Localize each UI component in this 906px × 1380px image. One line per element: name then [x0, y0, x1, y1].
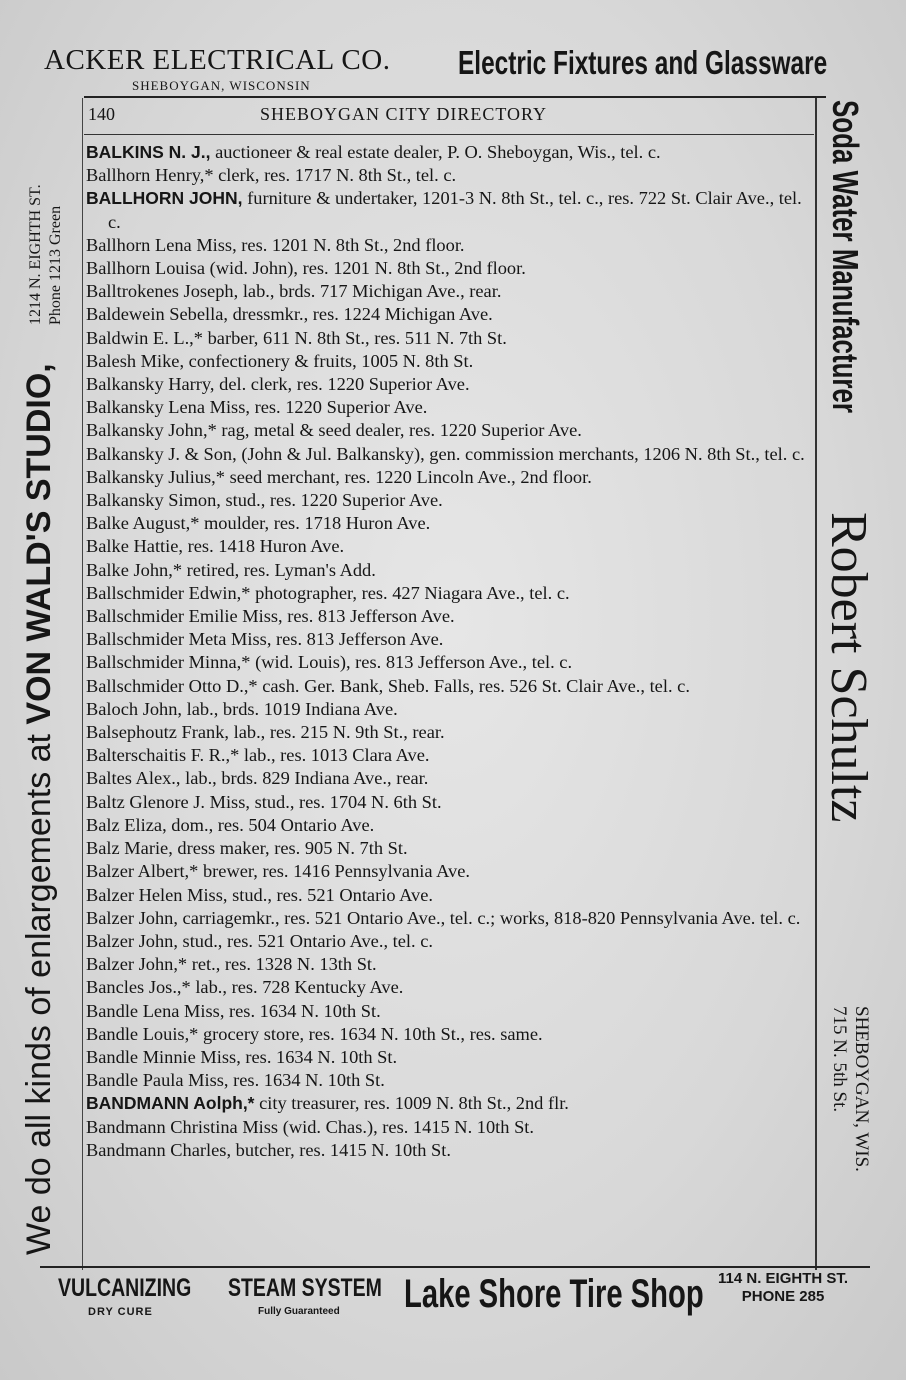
entry-details: seed merchant, res. 1220 Lincoln Ave., 2nd floor.	[224, 466, 592, 487]
entry-name: Baloch John,	[86, 698, 183, 719]
directory-entry	[86, 373, 814, 396]
entry-name: Balke Hattie,	[86, 536, 184, 557]
entry-details: furniture & undertaker, 1201-3 N. 8th St., tel. c., res. 722 St. Clair Ave., tel. c.	[108, 188, 802, 232]
entry-details: retired, res. Lyman's Add.	[182, 559, 376, 580]
studio-advert-prefix: We do all kinds of enlargements at	[20, 724, 58, 1255]
tire-shop-phone: PHONE 285	[741, 1288, 825, 1305]
entry-name: BALKINS N. J.,	[86, 142, 211, 162]
entry-name: Balkansky Harry,	[86, 374, 215, 395]
entry-details: moulder, res. 1718 Huron Ave.	[199, 513, 431, 534]
advertiser-name: ACKER ELECTRICAL CO.	[44, 44, 391, 76]
entry-name: Balzer John,*	[86, 954, 188, 975]
dry-cure-text: DRY CURE	[88, 1306, 153, 1318]
entry-details: lab., res. 1013 Clara Ave.	[239, 745, 430, 766]
studio-name: VON WALD'S STUDIO,	[20, 363, 58, 725]
entry-name: BANDMANN Aolph,*	[86, 1093, 255, 1114]
entry-name: Baldewein Sebella,	[86, 304, 228, 325]
entry-name: Balke August,*	[86, 513, 200, 534]
directory-entry	[86, 930, 814, 953]
entry-name: Balltrokenes Joseph,	[86, 281, 239, 302]
schultz-address: 715 N. 5th St.	[829, 1006, 850, 1113]
entry-details: lab., brds. 829 Indiana Ave., rear.	[180, 768, 429, 789]
entry-details: lab., res. 728 Kentucky Ave.	[190, 977, 404, 998]
directory-entry	[86, 860, 814, 883]
entry-details: grocery store, res. 1634 N. 10th St., res. same.	[198, 1023, 543, 1044]
directory-entry	[86, 814, 814, 837]
studio-phone: Phone 1213 Green	[47, 205, 64, 325]
entry-details: photographer, res. 427 Niagara Ave., tel. c.	[250, 582, 570, 603]
entry-name: Bancles Jos.,*	[86, 977, 191, 998]
entry-name: Ballschmider Emilie	[86, 606, 238, 627]
directory-entry	[86, 744, 814, 767]
entry-name: Balsephoutz Frank,	[86, 722, 230, 743]
entry-name: Bandmann Charles,	[86, 1139, 232, 1160]
entry-name: Baltes Alex.,	[86, 768, 181, 789]
top-rule	[84, 96, 826, 98]
directory-entry	[86, 1000, 814, 1023]
entry-details: Miss, res. 1220 Superior Ave.	[205, 397, 428, 418]
entry-details: clerk, res. 1717 N. 8th St., tel. c.	[213, 165, 457, 186]
soda-water-line	[824, 100, 866, 535]
entry-name: Balesh Mike,	[86, 350, 185, 371]
directory-entry	[86, 721, 814, 744]
directory-entry	[86, 164, 814, 187]
entry-details: barber, 611 N. 8th St., res. 511 N. 7th St.	[202, 327, 507, 348]
entry-name: Balkansky Lena	[86, 397, 205, 418]
directory-entry	[86, 489, 814, 512]
entry-name: Ballhorn Lena	[86, 234, 192, 255]
running-head	[84, 104, 814, 132]
directory-entry	[86, 327, 814, 350]
entry-details: dress maker, res. 905 N. 7th St.	[172, 838, 408, 859]
entry-name: Ballschmider Meta	[86, 629, 227, 650]
directory-entry	[86, 767, 814, 790]
bottom-advertisement	[40, 1272, 870, 1362]
directory-entry	[86, 884, 814, 907]
directory-entry	[86, 605, 814, 628]
tire-shop-name: Lake Shore Tire Shop	[404, 1272, 704, 1316]
entry-details: city treasurer, res. 1009 N. 8th St., 2nd flr.	[254, 1093, 569, 1114]
schultz-name: Robert Schultz	[820, 512, 877, 823]
soda-water-text: Soda Water Manufacturer	[825, 100, 866, 414]
bottom-rule	[40, 1266, 870, 1268]
directory-entry	[86, 234, 814, 257]
entry-details: Miss, stud., res. 1704 N. 6th St.	[205, 791, 442, 812]
entry-name: Bandle Paula	[86, 1070, 184, 1091]
entry-name: Balzer John,	[86, 930, 178, 951]
entry-details: stud., res. 1220 Superior Ave.	[220, 490, 443, 511]
entry-name: Balkansky J. & Son,	[86, 443, 237, 464]
directory-entry	[86, 953, 814, 976]
entry-name: Balzer John,	[86, 907, 178, 928]
directory-entry	[86, 396, 814, 419]
entry-details: (John & Jul. Balkansky), gen. commission merchants, 1206 N. 8th St., tel. c.	[236, 443, 805, 464]
directory-entry	[86, 1046, 814, 1069]
studio-address: 1214 N. EIGHTH ST.	[27, 184, 44, 325]
directory-entries	[86, 141, 814, 1162]
entry-details: lab., res. 215 N. 9th St., rear.	[229, 722, 445, 743]
running-title: SHEBOYGAN CITY DIRECTORY	[260, 104, 548, 124]
fully-guaranteed-text: Fully Guaranteed	[258, 1306, 340, 1317]
directory-entry	[86, 559, 814, 582]
directory-entry	[86, 350, 814, 373]
directory-entry	[86, 1023, 814, 1046]
head-rule	[84, 134, 814, 135]
entry-name: Bandmann Christina	[86, 1116, 238, 1137]
directory-entry	[86, 837, 814, 860]
schultz-city: SHEBOYGAN, WIS.	[851, 1006, 872, 1172]
advertiser-city: SHEBOYGAN, WISCONSIN	[132, 78, 311, 93]
entry-details: dom., res. 504 Ontario Ave.	[166, 814, 375, 835]
entry-details: Miss, res. 1634 N. 10th St.	[183, 1070, 385, 1091]
directory-entry	[86, 466, 814, 489]
directory-entry	[86, 1092, 814, 1115]
entry-details: stud., res. 521 Ontario Ave., tel. c.	[177, 930, 433, 951]
entry-name: Bandle Louis,*	[86, 1023, 199, 1044]
entry-name: Baltz Glenore J.	[86, 791, 205, 812]
entry-name: Ballschmider Minna,*	[86, 652, 251, 673]
entry-name: Balz Eliza,	[86, 814, 167, 835]
directory-entry	[86, 187, 814, 233]
entry-details: carriagemkr., res. 521 Ontario Ave., tel. c.; works, 818-820 Pennsylvania Ave. tel. c.	[177, 907, 801, 928]
entry-details: Miss (wid. Chas.), res. 1415 N. 10th St.	[237, 1116, 535, 1137]
entry-name: Bandle Minnie	[86, 1046, 196, 1067]
entry-details: lab., brds. 1019 Indiana Ave.	[182, 698, 398, 719]
directory-entry	[86, 651, 814, 674]
entry-details: Miss, res. 1634 N. 10th St.	[179, 1000, 381, 1021]
frame-right-rule	[815, 98, 817, 1270]
entry-details: res. 1418 Huron Ave.	[183, 536, 345, 557]
entry-name: Ballhorn Louisa	[86, 258, 206, 279]
vulcanizing-text: VULCANIZING	[58, 1274, 192, 1302]
directory-entry	[86, 303, 814, 326]
directory-entry	[86, 1116, 814, 1139]
entry-name: Balkansky Simon,	[86, 490, 221, 511]
advertiser-slogan: Electric Fixtures and Glassware	[458, 44, 828, 81]
entry-details: (wid. Louis), res. 813 Jefferson Ave., tel. c.	[250, 652, 573, 673]
frame-left-rule	[82, 98, 83, 1270]
entry-name: Balzer Helen	[86, 884, 183, 905]
entry-name: Ballhorn Henry,*	[86, 165, 214, 186]
directory-entry	[86, 280, 814, 303]
top-advertisement	[44, 40, 844, 100]
directory-entry	[86, 628, 814, 651]
entry-details: cash. Ger. Bank, Sheb. Falls, res. 526 St. Clair Ave., tel. c.	[257, 675, 690, 696]
directory-entry	[86, 698, 814, 721]
entry-details: auctioneer & real estate dealer, P. O. Sheboygan, Wis., tel. c.	[210, 142, 661, 162]
entry-name: Balke John,*	[86, 559, 183, 580]
directory-entry	[86, 582, 814, 605]
entry-details: Miss, res. 1634 N. 10th St.	[195, 1046, 398, 1067]
entry-details: Miss, res. 1201 N. 8th St., 2nd floor.	[191, 234, 465, 255]
directory-entry	[86, 1069, 814, 1092]
entry-name: BALLHORN JOHN,	[86, 188, 243, 209]
studio-contact	[26, 184, 66, 325]
directory-entry	[86, 141, 814, 164]
directory-entry	[86, 791, 814, 814]
entry-details: rag, metal & seed dealer, res. 1220 Superior Ave.	[216, 420, 582, 441]
entry-name: Baldwin E. L.,*	[86, 327, 203, 348]
entry-details: Miss, stud., res. 521 Ontario Ave.	[182, 884, 433, 905]
entry-details: (wid. John), res. 1201 N. 8th St., 2nd floor.	[205, 258, 526, 279]
entry-name: Balz Marie,	[86, 838, 173, 859]
directory-entry	[86, 1139, 814, 1162]
entry-details: del. clerk, res. 1220 Superior Ave.	[214, 374, 470, 395]
entry-name: Balterschaitis F. R.,*	[86, 745, 240, 766]
entry-details: Miss, res. 813 Jefferson Ave.	[226, 629, 444, 650]
directory-entry	[86, 419, 814, 442]
directory-entry	[86, 257, 814, 280]
page-number: 140	[88, 104, 115, 124]
entry-details: lab., brds. 717 Michigan Ave., rear.	[238, 281, 502, 302]
entry-name: Bandle Lena	[86, 1000, 180, 1021]
directory-entry	[86, 976, 814, 999]
directory-entry	[86, 535, 814, 558]
schultz-contact	[828, 1006, 872, 1172]
directory-entry	[86, 443, 814, 466]
entry-name: Balkansky John,*	[86, 420, 217, 441]
steam-system-text: STEAM SYSTEM	[228, 1274, 382, 1302]
tire-shop-address: 114 N. EIGHTH ST.	[718, 1270, 849, 1287]
directory-entry	[86, 675, 814, 698]
entry-details: dressmkr., res. 1224 Michigan Ave.	[227, 304, 493, 325]
entry-details: brewer, res. 1416 Pennsylvania Ave.	[198, 861, 471, 882]
directory-entry	[86, 512, 814, 535]
entry-details: Miss, res. 813 Jefferson Ave.	[237, 606, 455, 627]
tire-shop-contact	[718, 1270, 848, 1306]
entry-details: ret., res. 1328 N. 13th St.	[187, 954, 377, 975]
entry-name: Balzer Albert,*	[86, 861, 199, 882]
entry-details: butcher, res. 1415 N. 10th St.	[231, 1139, 451, 1160]
directory-entry	[86, 907, 814, 930]
entry-details: confectionery & fruits, 1005 N. 8th St.	[184, 350, 474, 371]
entry-name: Ballschmider Edwin,*	[86, 582, 251, 603]
entry-name: Ballschmider Otto D.,*	[86, 675, 258, 696]
entry-name: Balkansky Julius,*	[86, 466, 225, 487]
